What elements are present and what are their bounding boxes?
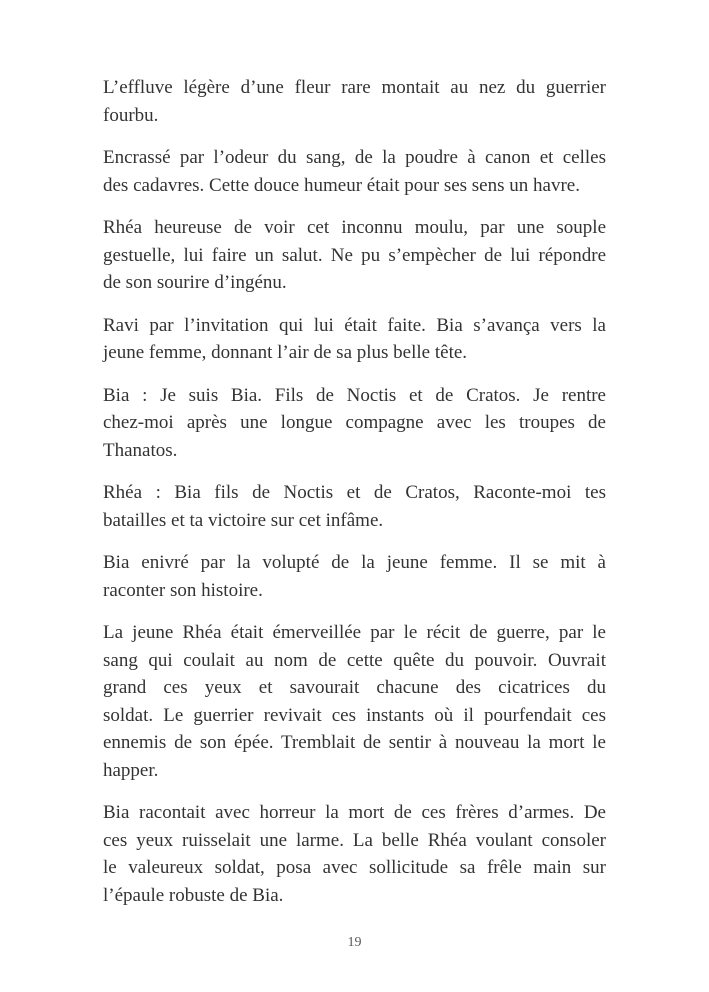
text-line: raconter son histoire. xyxy=(103,579,263,601)
text-line: de son sourire d’ingénu. xyxy=(103,272,287,293)
text-line: Thanatos. xyxy=(103,439,178,461)
text-line: Rhéa heureuse de voir cet inconnu moulu, par une souple xyxy=(103,217,606,238)
paragraph xyxy=(103,74,606,129)
paragraph xyxy=(103,619,606,784)
text-line: ces yeux ruisselait une larme. La belle Rhéa voulant consoler xyxy=(103,829,606,851)
text-line: jeune femme, donnant l’air de sa plus belle tête. xyxy=(103,342,468,363)
paragraph xyxy=(103,799,606,909)
paragraph xyxy=(103,479,606,534)
text-line: sang qui coulait au nom de cette quête du pouvoir. Ouvrait xyxy=(103,649,606,671)
text-line: l’épaule robuste de Bia. xyxy=(103,884,284,906)
text-line: Bia racontait avec horreur la mort de ces frères d’armes. De xyxy=(103,802,606,823)
text-line: chez-moi après une longue compagne avec les troupes de xyxy=(103,412,606,433)
text-line: L’effluve légère d’une fleur rare montait au nez du guerrier xyxy=(103,77,606,98)
text-line: Rhéa : Bia fils de Noctis et de Cratos, Raconte-moi tes xyxy=(103,482,606,503)
text-line: des cadavres. Cette douce humeur était pour ses sens un havre. xyxy=(103,174,580,196)
paragraph xyxy=(103,549,606,604)
paragraph xyxy=(103,144,606,199)
text-line: gestuelle, lui faire un salut. Ne pu s’empècher de lui répondre xyxy=(103,244,606,266)
text-body xyxy=(103,74,606,924)
text-line: Encrassé par l’odeur du sang, de la poudre à canon et celles xyxy=(103,147,606,168)
paragraph xyxy=(103,382,606,465)
text-line: Ravi par l’invitation qui lui était faite. Bia s’avança vers la xyxy=(103,314,606,336)
text-line: le valeureux soldat, posa avec sollicitude sa frêle main sur xyxy=(103,857,606,878)
text-line: fourbu. xyxy=(103,104,159,126)
text-line: grand ces yeux et savourait chacune des cicatrices du xyxy=(103,677,606,698)
text-line: batailles et ta victoire sur cet infâme. xyxy=(103,509,384,531)
text-line: happer. xyxy=(103,759,159,781)
text-line: La jeune Rhéa était émerveillée par le récit de guerre, par le xyxy=(103,622,606,643)
text-line: Bia enivré par la volupté de la jeune femme. Il se mit à xyxy=(103,552,606,573)
paragraph xyxy=(103,214,606,297)
text-line: ennemis de son épée. Tremblait de sentir à nouveau la mort le xyxy=(103,732,606,753)
paragraph xyxy=(103,312,606,367)
text-line: Bia : Je suis Bia. Fils de Noctis et de Cratos. Je rentre xyxy=(103,384,606,406)
page-number: 19 xyxy=(347,935,362,950)
text-line: soldat. Le guerrier revivait ces instants où il pourfendait ces xyxy=(103,704,606,726)
